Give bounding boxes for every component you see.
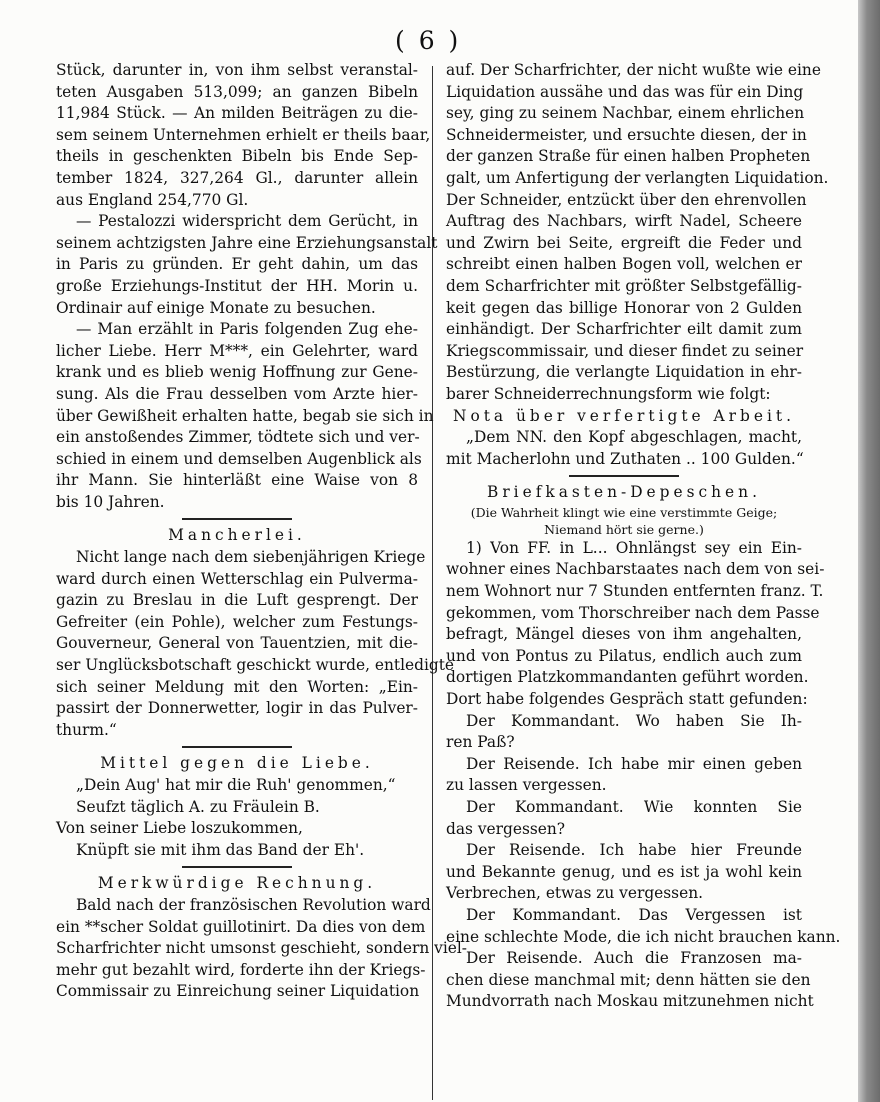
section-heading: Mittel gegen die Liebe. — [100, 754, 374, 773]
text-line: und Bekannte genug, und es ist ja wohl kein — [446, 862, 802, 881]
text-line: Ordinair auf einige Monate zu besuchen. — [56, 298, 376, 317]
text-line: auf. Der Scharfrichter, der nicht wußte wie eine — [446, 61, 821, 79]
text-line: und Zwirn bei Seite, ergreift die Feder und — [446, 233, 802, 252]
text-line: Verbrechen, etwas zu vergessen. — [446, 884, 703, 903]
section-heading: Niemand hört sie gerne.) — [544, 521, 704, 537]
text-line: passirt der Donnerwetter, logir in das Pulver- — [56, 699, 418, 718]
text-line: ward durch einen Wetterschlag ein Pulverma- — [56, 569, 418, 588]
text-line: große Erziehungs-Institut der HH. Morin u. — [56, 276, 418, 295]
text-line: 11,984 Stück. — An milden Beiträgen zu die- — [56, 104, 418, 123]
text-line: der ganzen Straße für einen halben Propheten — [446, 147, 811, 166]
text-line: „Dem NN. den Kopf abgeschlagen, macht, — [466, 428, 802, 447]
page-edge — [858, 0, 880, 1102]
text-line: Der Kommandant. Das Vergessen ist — [466, 905, 802, 924]
text-line: 1) Von FF. in L... Ohnlängst sey ein Ein- — [466, 538, 802, 557]
text-line: — Man erzählt in Paris folgenden Zug ehe- — [76, 320, 418, 339]
text-line: teten Ausgaben 513,099; an ganzen Bibeln — [56, 82, 418, 101]
section-separator — [56, 513, 418, 525]
section-heading: Mancherlei. — [168, 526, 306, 545]
text-line: sung. Als die Frau desselben vom Arzte hier- — [56, 384, 418, 403]
text-line: Auftrag des Nachbars, wirft Nadel, Scheere — [446, 212, 802, 231]
text-line: Kriegscommissair, und dieser findet zu seiner — [446, 341, 804, 360]
text-line: ser Unglücksbotschaft geschickt wurde, entledigte — [56, 656, 455, 675]
text-line: gekommen, vom Thorschreiber nach dem Passe — [446, 603, 820, 622]
text-line: thurm.“ — [56, 720, 117, 739]
text-line: Seufzt täglich A. zu Fräulein B. — [76, 797, 320, 816]
section-heading: Merkwürdige Rechnung. — [97, 874, 377, 893]
text-line: schreibt einen halben Bogen voll, welchen er — [446, 255, 802, 274]
text-line: nem Wohnort nur 7 Stunden entfernten franz. T. — [446, 582, 824, 601]
text-line: Scharfrichter nicht umsonst geschieht, sondern viel- — [56, 939, 468, 958]
text-line: krank und es blieb wenig Hoffnung zur Gene- — [56, 363, 418, 382]
text-line: mehr gut bezahlt wird, forderte ihn der Kriegs- — [56, 960, 426, 979]
text-line: Nicht lange nach dem siebenjährigen Kriege — [76, 548, 426, 567]
section-heading: (Die Wahrheit klingt wie eine verstimmte Geige; — [470, 504, 778, 520]
text-line: Gouverneur, General von Tauentzien, mit die- — [56, 634, 418, 653]
section-separator — [56, 741, 418, 753]
text-line: gazin zu Breslau in die Luft gesprengt. Der — [56, 591, 418, 610]
text-line: Der Reisende. Ich habe hier Freunde — [466, 841, 802, 860]
text-line: Der Kommandant. Wo haben Sie Ih- — [466, 711, 802, 730]
text-line: — Pestalozzi widerspricht dem Gerücht, in — [76, 212, 418, 231]
text-line: sem seinem Unternehmen erhielt er theils baar, — [56, 125, 431, 144]
text-line: dortigen Platzkommandanten geführt worden. — [446, 668, 809, 687]
text-line: galt, um Anfertigung der verlangten Liquidation. — [446, 168, 829, 187]
text-line: über Gewißheit erhalten hatte, begab sie sich in — [56, 406, 434, 425]
text-line: sey, ging zu seinem Nachbar, einem ehrlichen — [446, 104, 805, 123]
text-line: Commissair zu Einreichung seiner Liquidation — [56, 982, 420, 1001]
text-line: bis 10 Jahren. — [56, 492, 165, 511]
text-line: Der Reisende. Ich habe mir einen geben — [466, 754, 802, 773]
text-line: und von Pontus zu Pilatus, endlich auch zum — [446, 646, 802, 665]
text-line: barer Schneiderrechnungsform wie folgt: — [446, 384, 771, 403]
section-separator — [446, 470, 802, 482]
text-line: Gefreiter (ein Pohle), welcher zum Festungs- — [56, 612, 418, 631]
text-line: aus England 254,770 Gl. — [56, 190, 249, 209]
text-line: Der Kommandant. Wie konnten Sie — [466, 798, 802, 816]
text-line: einhändigt. Der Scharfrichter eilt damit zum — [446, 320, 802, 339]
text-line: ein anstoßendes Zimmer, tödtete sich und ver- — [56, 428, 420, 447]
text-line: keit gegen das billige Honorar von 2 Gulden — [446, 298, 802, 317]
text-line: zu lassen vergessen. — [446, 776, 607, 795]
text-line: Von seiner Liebe loszukommen, — [56, 819, 303, 838]
text-line: schied in einem und demselben Augenblick als — [56, 449, 422, 468]
right-column — [446, 60, 841, 1013]
text-line: chen diese manchmal mit; denn hätten sie den — [446, 970, 811, 989]
section-separator — [56, 861, 418, 873]
text-line: Schneidermeister, und ersuchte diesen, der in — [446, 125, 807, 144]
text-line: mit Macherlohn und Zuthaten .. 100 Gulden.“ — [446, 449, 804, 468]
text-line: ein **scher Soldat guillotinirt. Da dies von dem — [56, 917, 426, 936]
text-line: Knüpft sie mit ihm das Band der Eh'. — [76, 840, 365, 859]
text-line: Stück, darunter in, von ihm selbst veranstal- — [56, 61, 418, 79]
text-line: seinem achtzigsten Jahre eine Erziehungsanstalt — [56, 233, 438, 252]
text-line: ren Paß? — [446, 733, 515, 752]
text-line: dem Scharfrichter mit größter Selbstgefällig- — [446, 276, 802, 295]
text-line: das vergessen? — [446, 819, 566, 838]
left-column — [56, 60, 468, 1003]
text-line: wohner eines Nachbarstaates nach dem von sei- — [446, 560, 825, 579]
text-line: eine schlechte Mode, die ich nicht brauchen kann. — [446, 927, 841, 946]
section-heading: Nota über verfertigte Arbeit. — [452, 406, 795, 425]
text-line: licher Liebe. Herr M***, ein Gelehrter, ward — [56, 341, 418, 360]
text-line: sich seiner Meldung mit den Worten: „Ein- — [56, 677, 418, 696]
text-line: Dort habe folgendes Gespräch statt gefunden: — [446, 690, 808, 709]
text-line: ihr Mann. Sie hinterläßt eine Waise von 8 — [56, 471, 418, 490]
text-line: Mundvorrath nach Moskau mitzunehmen nicht — [446, 992, 814, 1011]
text-line: theils in geschenkten Bibeln bis Ende Sep- — [56, 147, 418, 166]
text-line: Der Schneider, entzückt über den ehrenvollen — [446, 190, 807, 209]
text-line: „Dein Aug' hat mir die Ruh' genommen,“ — [76, 776, 396, 794]
text-line: Bestürzung, die verlangte Liquidation in ehr- — [446, 363, 802, 382]
text-line: Der Reisende. Auch die Franzosen ma- — [466, 949, 802, 968]
text-line: befragt, Mängel dieses von ihm angehalten, — [446, 625, 802, 644]
section-heading: Briefkasten-Depeschen. — [487, 483, 761, 502]
text-line: Bald nach der französischen Revolution ward — [76, 895, 431, 914]
text-line: in Paris zu gründen. Er geht dahin, um das — [56, 255, 418, 274]
page-number: ( 6 ) — [395, 26, 462, 55]
text-line: tember 1824, 327,264 Gl., darunter allein — [56, 168, 418, 187]
text-line: Liquidation aussähe und das was für ein Ding — [446, 82, 804, 101]
